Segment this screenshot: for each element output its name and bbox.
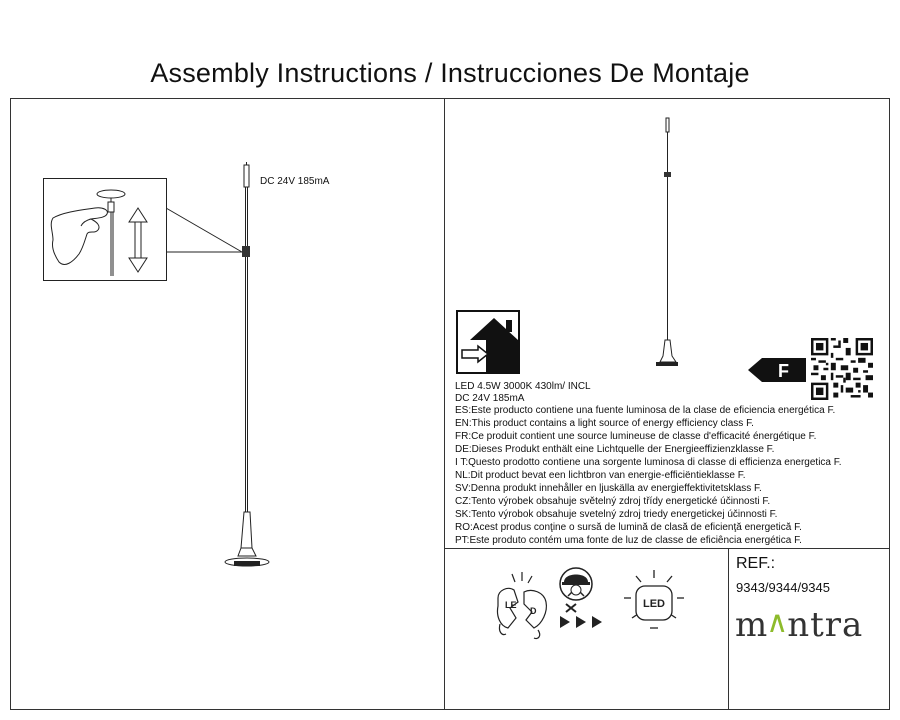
installer-icon (554, 566, 614, 636)
energy-line-en: EN:This product contains a light source of energy efficiency class F. (455, 418, 754, 429)
energy-line-cz: CZ:Tento výrobek obsahuje světelný zdroj třídy energetické účinnosti F. (455, 496, 771, 507)
broken-led-label-right: D (530, 606, 537, 616)
broken-led-icon (490, 572, 560, 652)
led-light-icon (620, 568, 690, 638)
broken-led-label-left: LE (505, 600, 517, 610)
spec-line-power: LED 4.5W 3000K 430lm/ INCL (455, 381, 591, 392)
energy-line-it: I T:Questo prodotto contiene una sorgente luminosa di classe di efficienza energetica F. (455, 457, 842, 468)
energy-line-sv: SV:Denna produkt innehåller en ljuskälla av energieffektivitetsklass F. (455, 483, 762, 494)
energy-line-sk: SK:Tento výrobok obsahuje svetelný zdroj triedy energetickej účinnosti F. (455, 509, 778, 520)
page-title: Assembly Instructions / Instrucciones De Montaje (150, 58, 750, 88)
qr-code (811, 338, 873, 400)
arrows-icon (560, 616, 602, 628)
energy-line-de: DE:Dieses Produkt enthält eine Lichtquelle der Energieeffizienzklasse F. (455, 444, 775, 455)
led-light-label: LED (643, 598, 665, 610)
brand-logo-post: ntra (787, 605, 864, 645)
ref-value: 9343/9344/9345 (736, 580, 830, 595)
energy-line-nl: NL:Dit product bevat een lichtbron van energie-efficiëntieklasse F. (455, 470, 746, 481)
energy-class-arrow (748, 358, 808, 382)
energy-line-fr: FR:Ce produit contient une source lumineuse de classe d'efficacité énergétique F. (455, 431, 817, 442)
brand-logo-pre: m (735, 605, 769, 645)
spec-line-voltage: DC 24V 185mA (455, 393, 525, 404)
brand-logo-caret: ∧ (766, 605, 790, 640)
energy-label-icon (456, 310, 520, 374)
energy-line-ro: RO:Acest produs conţine o sursă de lumină de clasă de eficienţă energetică F. (455, 522, 802, 533)
energy-line-pt: PT:Este produto contém uma fonte de luz de classe de eficiência energética F. (455, 535, 802, 546)
energy-class-letter: F (778, 361, 789, 381)
brand-logo (735, 605, 863, 645)
ref-label: REF.: (736, 555, 776, 572)
left-spec-label: DC 24V 185mA (260, 176, 330, 187)
energy-line-es: ES:Este producto contiene una fuente luminosa de la clase de eficiencia energética F. (455, 405, 836, 416)
